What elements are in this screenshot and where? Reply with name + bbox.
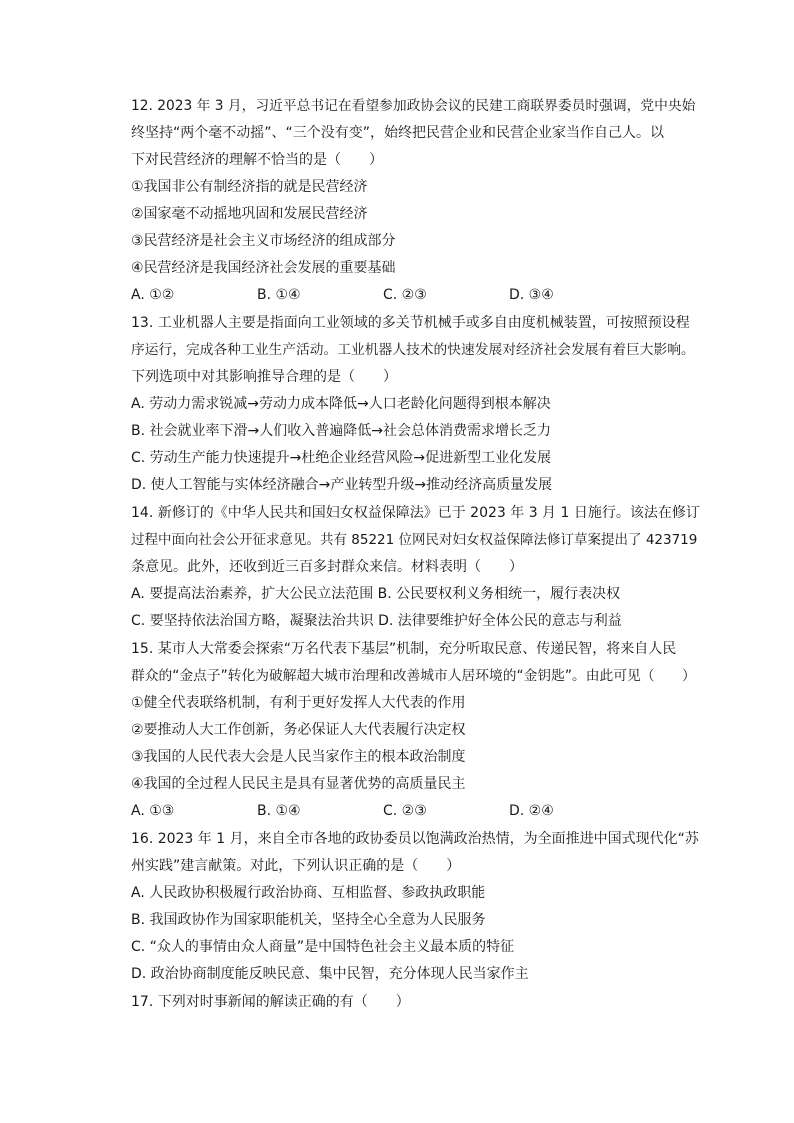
q15-stem-line-2: 群众的“金点子”转化为破解超大城市治理和改善城市人居环境的“金钥匙”。由此可见（ ） xyxy=(131,668,696,684)
q14-stem-line-1: 14. 新修订的《中华人民共和国妇女权益保障法》已于 2023 年 3 月 1 日施行。该法在修订 xyxy=(131,505,700,521)
q15-option-b[interactable]: B. ①④ xyxy=(257,803,301,819)
q15-option-a[interactable]: A. ①③ xyxy=(131,803,175,819)
q12-statement-4: ④民营经济是我国经济社会发展的重要基础 xyxy=(131,260,396,276)
q12-options xyxy=(131,285,691,305)
q13-stem-line-3: 下列选项中对其影响推导合理的是（ ） xyxy=(131,369,397,385)
q15-stem-line-1: 15. 某市人大常委会探索“万名代表下基层”机制，充分听取民意、传递民智，将来自人民 xyxy=(131,641,677,657)
q14-options-c-d[interactable]: C. 要坚持依法治国方略，凝聚法治共识 D. 法律要维护好全体公民的意志与利益 xyxy=(131,613,622,629)
q12-statement-1: ①我国非公有制经济指的就是民营经济 xyxy=(131,179,368,195)
q13-option-d[interactable]: D. 使人工智能与实体经济融合→产业转型升级→推动经济高质量发展 xyxy=(131,477,553,493)
q13-option-a[interactable]: A. 劳动力需求锐减→劳动力成本降低→人口老龄化问题得到根本解决 xyxy=(131,396,551,412)
q12-option-d[interactable]: D. ③④ xyxy=(509,287,554,303)
q13-option-b[interactable]: B. 社会就业率下滑→人们收入普遍降低→社会总体消费需求增长乏力 xyxy=(131,423,551,439)
q17-stem-line-1: 17. 下列对时事新闻的解读正确的有（ ） xyxy=(131,994,410,1010)
q15-statement-1: ①健全代表联络机制，有利于更好发挥人大代表的作用 xyxy=(131,695,466,711)
q15-statement-4: ④我国的全过程人民民主是具有显著优势的高质量民主 xyxy=(131,776,466,792)
q16-stem-line-1: 16. 2023 年 1 月，来自全市各地的政协委员以饱满政治热情，为全面推进中国式现代化“苏 xyxy=(131,831,699,847)
q16-option-d[interactable]: D. 政治协商制度能反映民意、集中民智，充分体现人民当家作主 xyxy=(131,966,529,982)
q12-statement-3: ③民营经济是社会主义市场经济的组成部分 xyxy=(131,233,396,249)
q14-options-a-b[interactable]: A. 要提高法治素养，扩大公民立法范围 B. 公民要权利义务相统一，履行表决权 xyxy=(131,586,621,602)
q12-option-c[interactable]: C. ②③ xyxy=(383,287,427,303)
q16-option-a[interactable]: A. 人民政协积极履行政治协商、互相监督、参政执政职能 xyxy=(131,885,486,901)
q16-option-c[interactable]: C. “众人的事情由众人商量”是中国特色社会主义最本质的特征 xyxy=(131,939,515,955)
q12-option-b[interactable]: B. ①④ xyxy=(257,287,301,303)
q14-stem-line-2: 过程中面向社会公开征求意见。共有 85221 位网民对妇女权益保障法修订草案提出了 423719 xyxy=(131,532,698,548)
q13-stem-line-1: 13. 工业机器人主要是指面向工业领域的多关节机械手或多自由度机械装置，可按照预设程 xyxy=(131,315,690,331)
q15-option-c[interactable]: C. ②③ xyxy=(383,803,427,819)
q16-option-b[interactable]: B. 我国政协作为国家职能机关，坚持全心全意为人民服务 xyxy=(131,912,486,928)
q15-statement-2: ②要推动人大工作创新，务必保证人大代表履行决定权 xyxy=(131,722,466,738)
q16-stem-line-2: 州实践”建言献策。对此，下列认识正确的是（ ） xyxy=(131,858,461,874)
q15-options xyxy=(131,801,691,821)
q13-option-c[interactable]: C. 劳动生产能力快速提升→杜绝企业经营风险→促进新型工业化发展 xyxy=(131,450,552,466)
q15-option-d[interactable]: D. ②④ xyxy=(509,803,554,819)
q12-stem-line-2: 终坚持“两个毫不动摇”、“三个没有变”，始终把民营企业和民营企业家当作自己人。以 xyxy=(131,125,665,141)
q12-statement-2: ②国家毫不动摇地巩固和发展民营经济 xyxy=(131,206,368,222)
q12-option-a[interactable]: A. ①② xyxy=(131,287,175,303)
q15-statement-3: ③我国的人民代表大会是人民当家作主的根本政治制度 xyxy=(131,749,466,765)
q13-stem-line-2: 序运行，完成各种工业生产活动。工业机器人技术的快速发展对经济社会发展有着巨大影响。 xyxy=(131,342,695,358)
q14-stem-line-3: 条意见。此外，还收到近三百多封群众来信。材料表明（ ） xyxy=(131,559,523,575)
q12-stem-line-1: 12. 2023 年 3 月，习近平总书记在看望参加政协会议的民建工商联界委员时强调，党中央始 xyxy=(131,98,696,114)
q12-stem-line-3: 下对民营经济的理解不恰当的是（ ） xyxy=(131,152,383,168)
